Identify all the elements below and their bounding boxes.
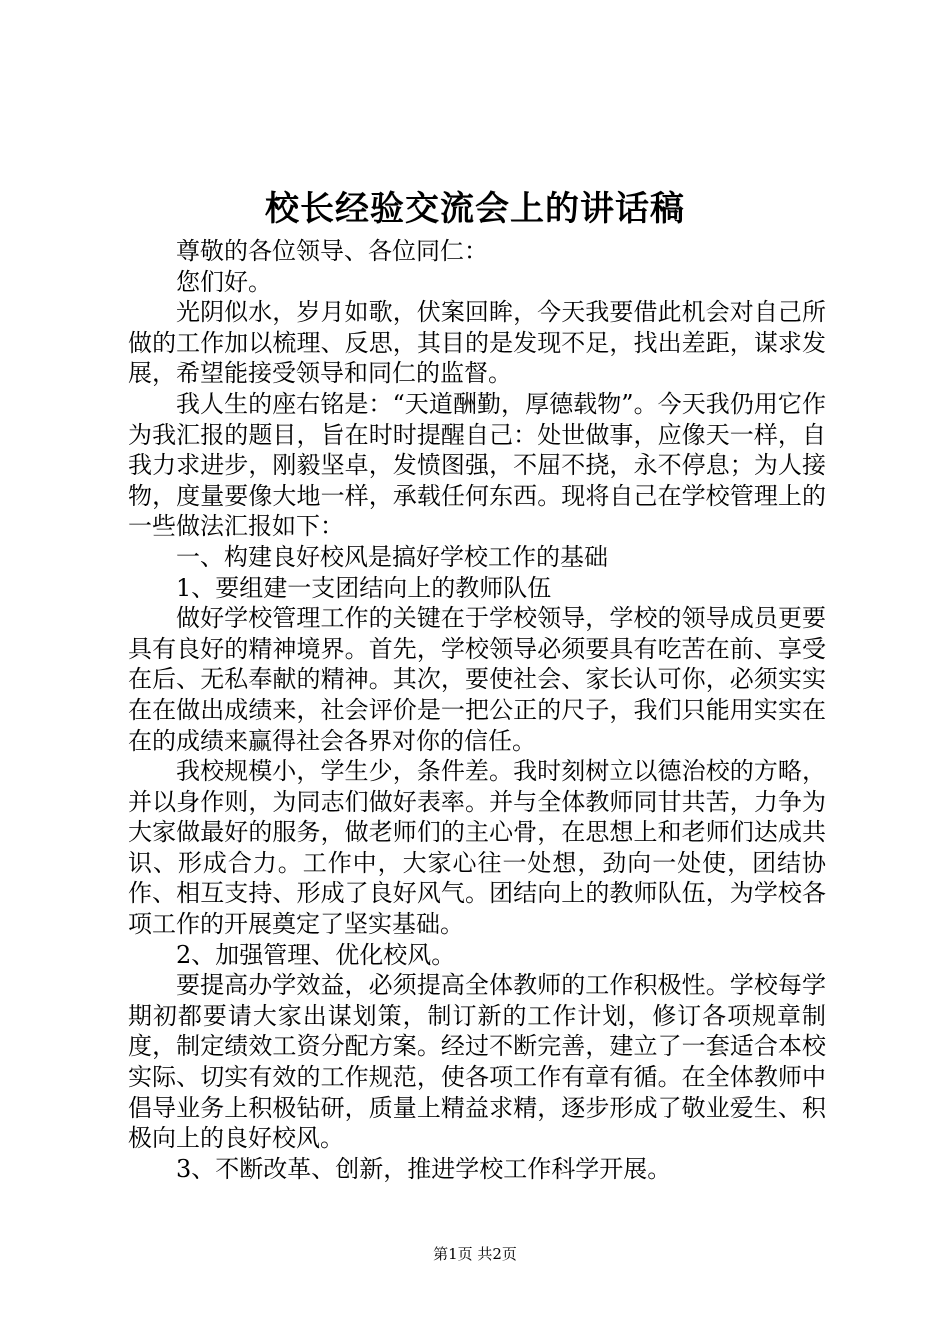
section-heading-1: 一、构建良好校风是搞好学校工作的基础	[176, 542, 608, 571]
subsection-heading-2: 2、加强管理、优化校风。	[176, 940, 456, 969]
paragraph-greeting: 您们好。	[176, 267, 272, 296]
subsection-heading-3: 3、不断改革、创新，推进学校工作科学开展。	[176, 1154, 672, 1183]
paragraph-team: 我校规模小，学生少，条件差。我时刻树立以德治校的方略，并以身作则，为同志们做好表率。并与全体教师同甘共苦，力争为大家做最好的服务，做老师们的主心骨，在思想上和老师们达成共识、形成合力。工作中，大家心往一处想，劲向一处使，团结协作、相互支持、形成了良好风气。团结向上的教师队伍，为学校各项工作的开展奠定了坚实基础。	[128, 757, 826, 939]
page-footer: 第1页 共2页	[433, 1245, 517, 1263]
paragraph-management: 要提高办学效益，必须提高全体教师的工作积极性。学校每学期初都要请大家出谋划策，制订新的工作计划，修订各项规章制度，制定绩效工资分配方案。经过不断完善，建立了一套适合本校实际、切实有效的工作规范，使各项工作有章有循。在全体教师中倡导业务上积极钻研，质量上精益求精，逐步形成了敬业爱生、积极向上的良好校风。	[128, 971, 826, 1153]
document-title: 校长经验交流会上的讲话稿	[265, 189, 685, 229]
subsection-heading-1: 1、要组建一支团结向上的教师队伍	[176, 573, 552, 602]
paragraph-intro: 光阴似水，岁月如歌，伏案回眸，今天我要借此机会对自己所做的工作加以梳理、反思，其目的是发现不足，找出差距，谋求发展，希望能接受领导和同仁的监督。	[128, 298, 826, 388]
document-body	[128, 236, 826, 1184]
paragraph-motto: 我人生的座右铭是：“天道酬勤，厚德载物”。今天我仍用它作为我汇报的题目，旨在时时提醒自己：处世做事，应像天一样，自我力求进步，刚毅坚卓，发愤图强，不屈不挠，永不停息；为人接物，度量要像大地一样，承载任何东西。现将自己在学校管理上的一些做法汇报如下：	[128, 389, 826, 541]
paragraph-salutation: 尊敬的各位领导、各位同仁：	[176, 237, 488, 265]
paragraph-leadership: 做好学校管理工作的关键在于学校领导，学校的领导成员更要具有良好的精神境界。首先，学校领导必须要具有吃苦在前、享受在后、无私奉献的精神。其次，要使社会、家长认可你，必须实实在在做出成绩来，社会评价是一把公正的尺子，我们只能用实实在在的成绩来赢得社会各界对你的信任。	[128, 604, 826, 755]
